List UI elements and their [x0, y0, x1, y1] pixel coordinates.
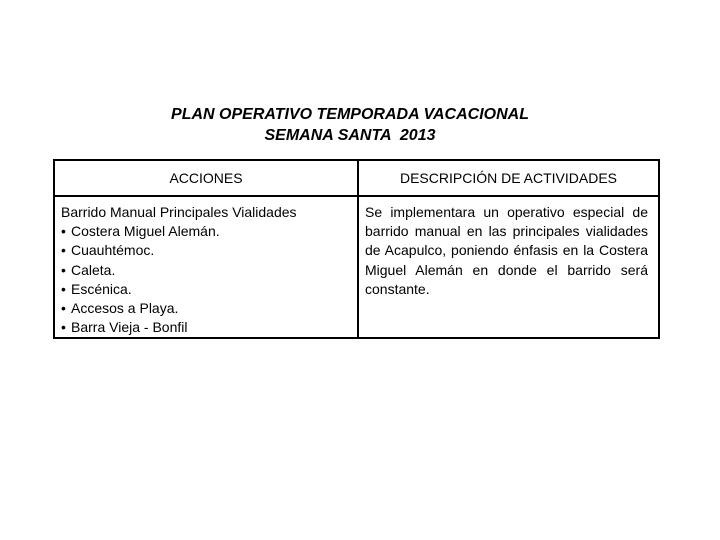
plan-table — [53, 159, 660, 339]
document-title — [0, 104, 700, 146]
bullet-icon: • — [61, 242, 66, 259]
bullet-icon: • — [61, 319, 66, 336]
list-item — [61, 222, 357, 241]
list-item-label: Cuauhtémoc. — [71, 242, 155, 259]
list-item-label: Barra Vieja - Bonfil — [71, 319, 188, 336]
title-line-2: SEMANA SANTA 2013 — [264, 127, 436, 144]
list-item-label: Accesos a Playa. — [71, 300, 179, 317]
bullet-icon: • — [61, 300, 66, 317]
list-item — [61, 318, 357, 337]
list-item-label: Escénica. — [71, 280, 132, 297]
list-item — [61, 280, 357, 299]
list-item-label: Costera Miguel Alemán. — [71, 223, 220, 240]
bullet-icon: • — [61, 223, 66, 240]
list-item-label: Caleta. — [71, 261, 116, 278]
table-header-row — [54, 160, 659, 196]
acciones-intro: Barrido Manual Principales Vialidades — [61, 204, 297, 220]
bullet-icon: • — [61, 280, 66, 297]
list-item — [61, 299, 357, 318]
list-item — [61, 241, 357, 260]
header-descripcion: DESCRIPCIÓN DE ACTIVIDADES — [358, 160, 659, 196]
title-line-1: PLAN OPERATIVO TEMPORADA VACACIONAL — [171, 106, 529, 123]
list-item — [61, 261, 357, 280]
bullet-icon: • — [61, 261, 66, 278]
descripcion-cell: Se implementara un operativo especial de barrido manual en las principales vialidades de Acapulco, poniendo énfasis en la Costera Miguel Alemán en donde el barrido será constante. — [358, 196, 659, 338]
table-row — [54, 196, 659, 338]
header-acciones: ACCIONES — [54, 160, 358, 196]
acciones-cell — [54, 196, 358, 338]
